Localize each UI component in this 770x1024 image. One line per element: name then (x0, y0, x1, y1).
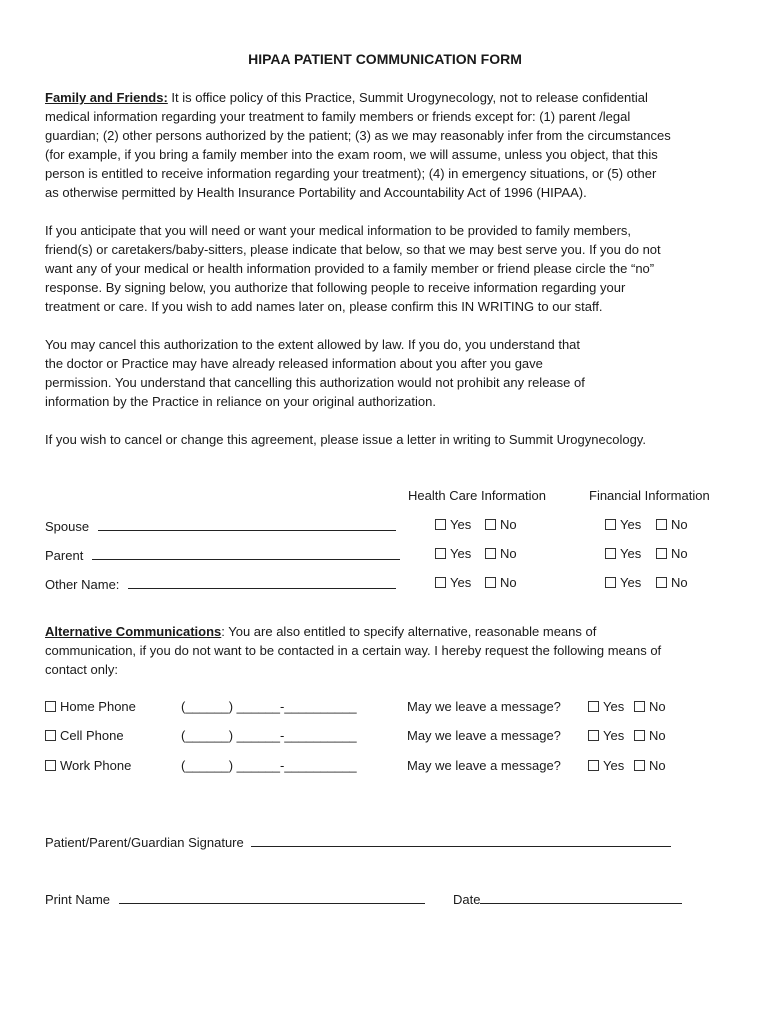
checkbox-icon[interactable] (656, 519, 667, 530)
date-field[interactable] (480, 890, 682, 904)
checkbox-icon[interactable] (634, 701, 645, 712)
family-friends-line-4: (for example, if you bring a family member into the exam room, we will assume, unless you object, that this (45, 147, 658, 162)
alt-comm-line-2: communication, if you do not want to be contacted in a certain way. I hereby request the following means of (45, 643, 662, 658)
work-phone-option[interactable] (45, 758, 131, 774)
checkbox-icon[interactable] (634, 760, 645, 771)
home-phone-label: Home Phone (60, 699, 136, 714)
yes-label: Yes (603, 699, 625, 714)
cancel-paragraph (45, 335, 735, 411)
date-row (453, 890, 682, 908)
cancel-line-2: the doctor or Practice may have already released information about you after you gave (45, 356, 543, 371)
home-message-question: May we leave a message? (407, 699, 561, 714)
spouse-name-field[interactable] (98, 517, 396, 531)
checkbox-icon[interactable] (45, 730, 56, 741)
cell-phone-number-field[interactable]: (______) ______-__________ (181, 728, 357, 743)
alt-comm-text: : You are also entitled to specify alternative, reasonable means of (221, 624, 597, 639)
parent-label: Parent (45, 548, 84, 563)
anticipate-line-5: treatment or care. If you wish to add names later on, please confirm this IN WRITING to our staff. (45, 299, 603, 314)
parent-health-yes[interactable] (435, 546, 471, 562)
work-message-no[interactable] (634, 758, 666, 774)
yes-label: Yes (620, 517, 642, 532)
checkbox-icon[interactable] (605, 577, 616, 588)
checkbox-icon[interactable] (605, 519, 616, 530)
no-label: No (649, 758, 666, 773)
checkbox-icon[interactable] (45, 760, 56, 771)
other-name-field[interactable] (128, 575, 396, 589)
alt-comm-paragraph (45, 622, 735, 679)
cell-message-no[interactable] (634, 728, 666, 744)
other-name-label: Other Name: (45, 577, 120, 592)
checkbox-icon[interactable] (605, 548, 616, 559)
home-message-yes[interactable] (588, 699, 624, 715)
no-label: No (671, 575, 688, 590)
yes-label: Yes (450, 546, 472, 561)
health-care-column-header: Health Care Information (408, 488, 547, 503)
spouse-financial-no[interactable] (656, 517, 688, 533)
family-friends-text: It is office policy of this Practice, Summit Urogynecology, not to release confidential (167, 90, 648, 105)
spouse-label: Spouse (45, 519, 90, 534)
checkbox-icon[interactable] (435, 548, 446, 559)
home-phone-number-field[interactable]: (______) ______-__________ (181, 699, 357, 714)
home-message-no[interactable] (634, 699, 666, 715)
print-name-row (45, 890, 425, 908)
cell-phone-label: Cell Phone (60, 728, 124, 743)
spouse-health-no[interactable] (485, 517, 517, 533)
family-friends-line-3: guardian; (2) other persons authorized by the patient; (3) as we may reasonably infer from the circumstances (45, 128, 671, 143)
no-label: No (649, 728, 666, 743)
anticipate-paragraph (45, 221, 735, 316)
checkbox-icon[interactable] (656, 577, 667, 588)
cancel-line-3: permission. You understand that cancelling this authorization would not prohibit any release of (45, 375, 585, 390)
anticipate-line-4: response. By signing below, you authorize that following people to receive information regarding your (45, 280, 626, 295)
checkbox-icon[interactable] (588, 760, 599, 771)
alt-comm-heading: Alternative Communications (45, 624, 222, 639)
no-label: No (649, 699, 666, 714)
parent-health-no[interactable] (485, 546, 517, 562)
home-phone-option[interactable] (45, 699, 136, 715)
checkbox-icon[interactable] (485, 548, 496, 559)
work-phone-label: Work Phone (60, 758, 132, 773)
family-friends-paragraph (45, 88, 735, 202)
other-health-no[interactable] (485, 575, 517, 591)
family-friends-line-2: medical information regarding your treatment to family members or friends except for: (1) parent /legal (45, 109, 631, 124)
work-phone-number-field[interactable]: (______) ______-__________ (181, 758, 357, 773)
no-label: No (500, 575, 517, 590)
cell-message-question: May we leave a message? (407, 728, 561, 743)
checkbox-icon[interactable] (435, 519, 446, 530)
signature-row (45, 833, 671, 851)
other-name-row (45, 575, 396, 593)
parent-financial-yes[interactable] (605, 546, 641, 562)
family-friends-heading: Family and Friends: (45, 90, 168, 105)
cancel-line-1: You may cancel this authorization to the extent allowed by law. If you do, you understand that (45, 337, 581, 352)
yes-label: Yes (620, 546, 642, 561)
family-friends-line-5: person is entitled to receive information regarding your treatment); (4) in emergency situations, or (5) other (45, 166, 657, 181)
yes-label: Yes (450, 517, 472, 532)
parent-row (45, 546, 400, 564)
no-label: No (671, 517, 688, 532)
checkbox-icon[interactable] (485, 519, 496, 530)
checkbox-icon[interactable] (45, 701, 56, 712)
spouse-financial-yes[interactable] (605, 517, 641, 533)
yes-label: Yes (603, 728, 625, 743)
other-financial-yes[interactable] (605, 575, 641, 591)
parent-name-field[interactable] (92, 546, 400, 560)
yes-label: Yes (603, 758, 625, 773)
yes-label: Yes (620, 575, 642, 590)
family-friends-line-1 (45, 88, 735, 107)
financial-column-header: Financial Information (589, 488, 710, 503)
checkbox-icon[interactable] (485, 577, 496, 588)
anticipate-line-3: want any of your medical or health information provided to a family member or friend please circle the “no” (45, 261, 655, 276)
other-health-yes[interactable] (435, 575, 471, 591)
no-label: No (500, 517, 517, 532)
anticipate-line-2: friend(s) or caretakers/baby-sitters, please indicate that below, so that we may best serve you. If you do not (45, 242, 661, 257)
signature-label: Patient/Parent/Guardian Signature (45, 835, 244, 850)
print-name-label: Print Name (45, 892, 111, 907)
checkbox-icon[interactable] (435, 577, 446, 588)
checkbox-icon[interactable] (656, 548, 667, 559)
no-label: No (671, 546, 688, 561)
family-friends-line-6: as otherwise permitted by Health Insurance Portability and Accountability Act of 1996 (HIPAA). (45, 185, 587, 200)
yes-label: Yes (450, 575, 472, 590)
other-financial-no[interactable] (656, 575, 688, 591)
cancel-line-4: information by the Practice in reliance on your original authorization. (45, 394, 436, 409)
signature-field[interactable] (251, 833, 671, 847)
checkbox-icon[interactable] (588, 730, 599, 741)
change-paragraph (45, 430, 735, 449)
work-message-yes[interactable] (588, 758, 624, 774)
checkbox-icon[interactable] (634, 730, 645, 741)
cell-phone-option[interactable] (45, 728, 124, 744)
anticipate-line-1: If you anticipate that you will need or want your medical information to be provided to family members, (45, 223, 632, 238)
alt-comm-line-1 (45, 622, 735, 641)
work-message-question: May we leave a message? (407, 758, 561, 773)
print-name-field[interactable] (119, 890, 425, 904)
parent-financial-no[interactable] (656, 546, 688, 562)
checkbox-icon[interactable] (588, 701, 599, 712)
alt-comm-line-3: contact only: (45, 662, 118, 677)
change-line: If you wish to cancel or change this agreement, please issue a letter in writing to Summit Urogynecology. (45, 432, 646, 447)
spouse-row (45, 517, 396, 535)
spouse-health-yes[interactable] (435, 517, 471, 533)
no-label: No (500, 546, 517, 561)
form-title: HIPAA PATIENT COMMUNICATION FORM (248, 51, 522, 67)
date-label: Date (453, 892, 481, 907)
cell-message-yes[interactable] (588, 728, 624, 744)
